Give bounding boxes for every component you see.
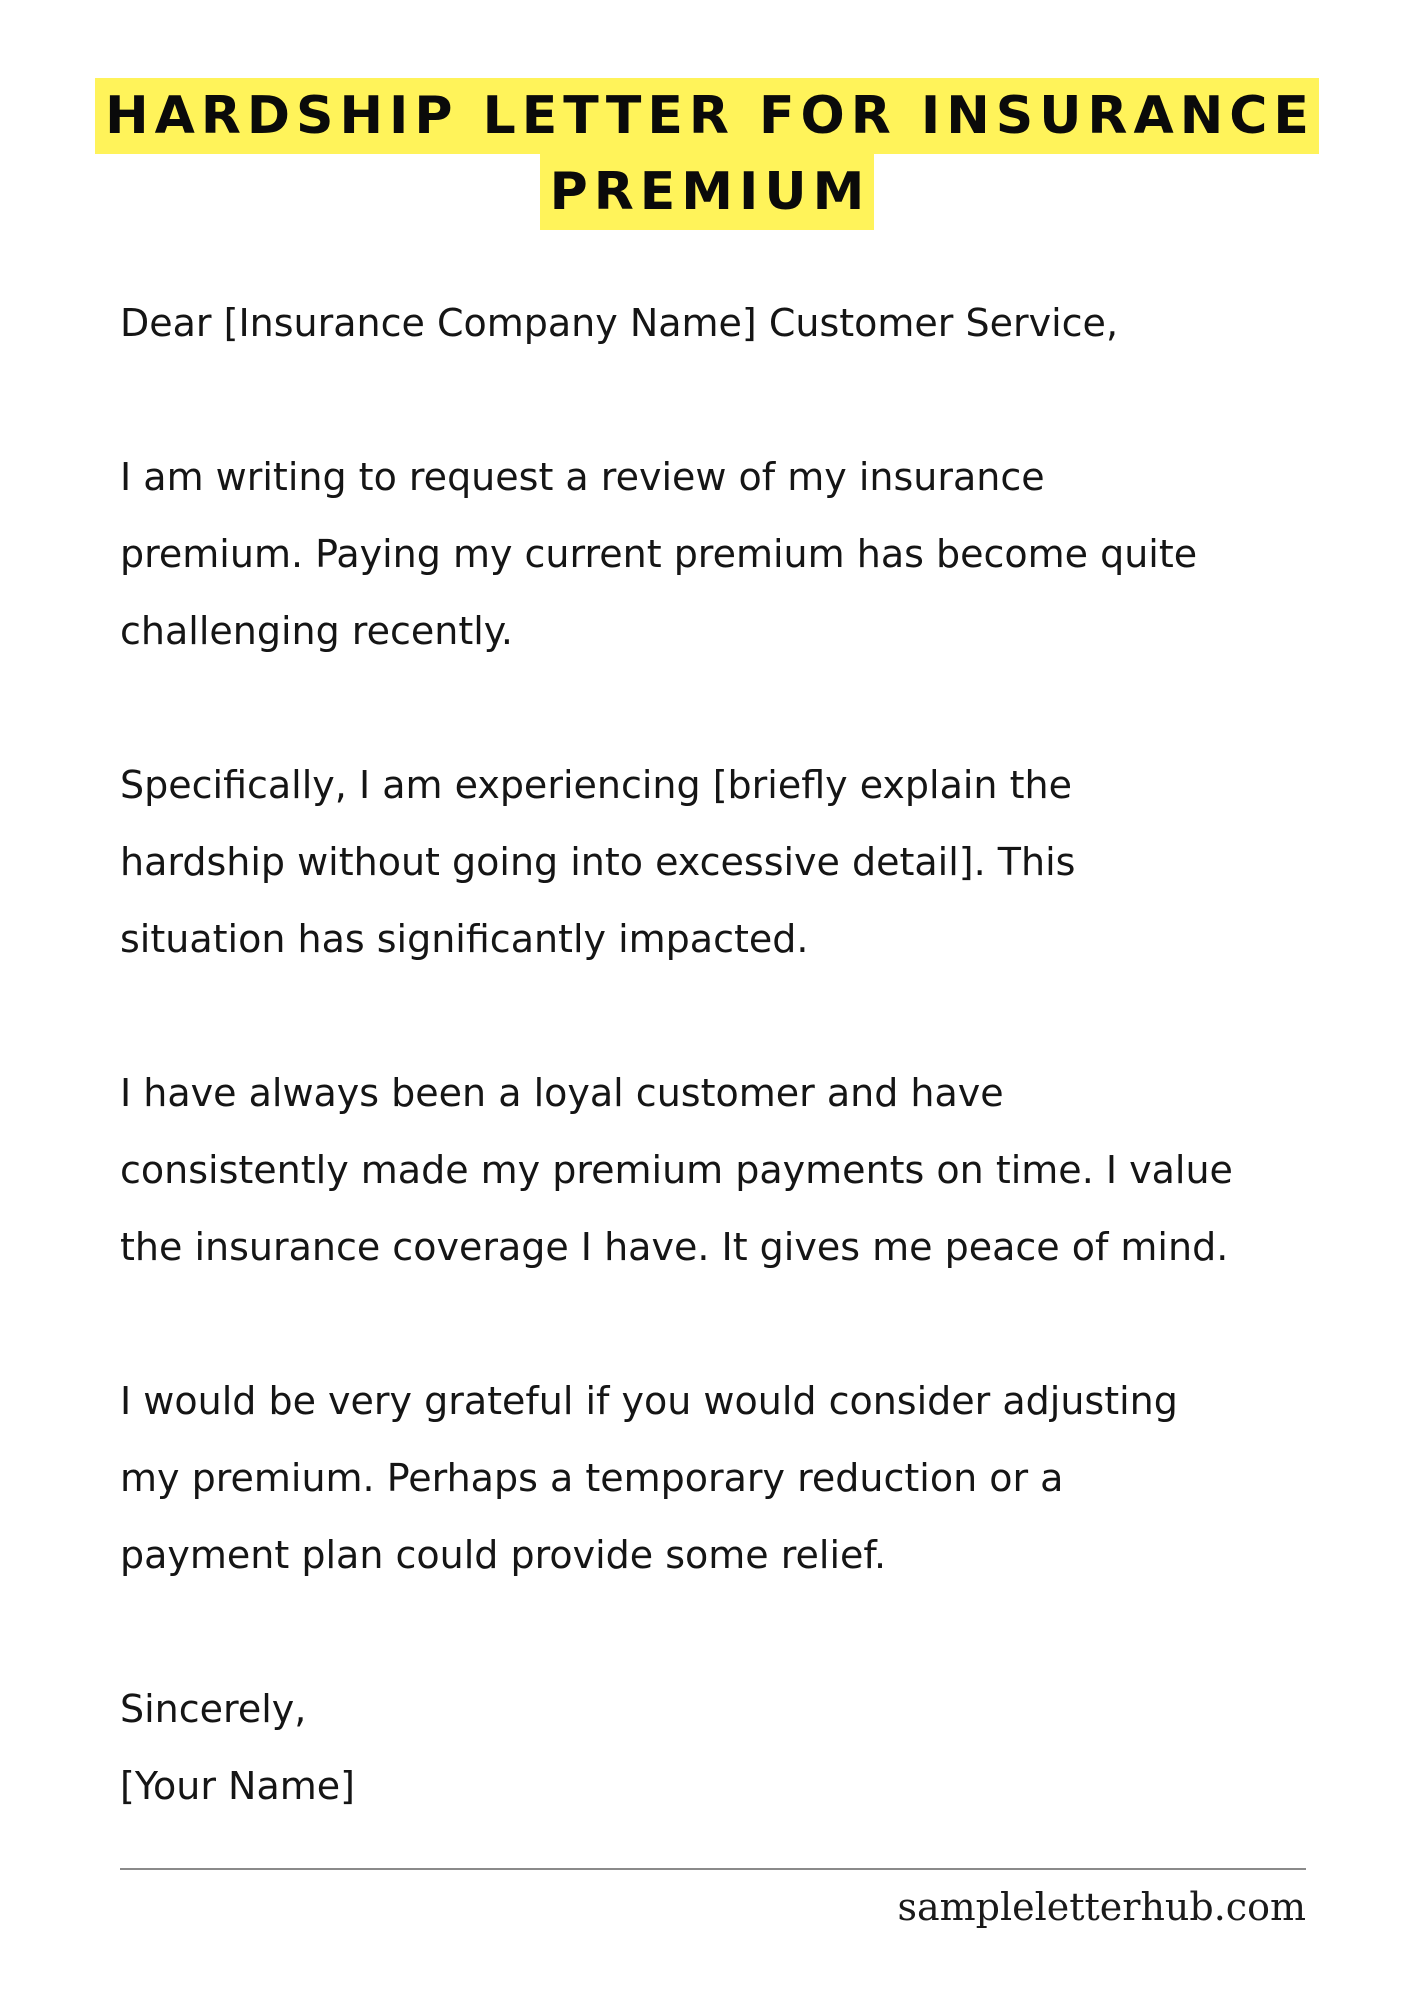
paragraph-line: I have always been a loyal customer and have xyxy=(120,1071,1004,1115)
paragraph-gap xyxy=(120,1594,1360,1671)
paragraph-line: hardship without going into excessive detail]. This xyxy=(120,840,1076,884)
paragraph-line: I would be very grateful if you would consider adjusting xyxy=(120,1379,1178,1423)
paragraph-line: challenging recently. xyxy=(120,609,513,653)
paragraph-gap xyxy=(120,978,1360,1055)
paragraph-line: my premium. Perhaps a temporary reduction or a xyxy=(120,1456,1064,1500)
paragraph-1 xyxy=(120,439,1360,670)
closing: Sincerely, xyxy=(120,1687,307,1731)
paragraph-gap xyxy=(120,1286,1360,1363)
paragraph-line: payment plan could provide some relief. xyxy=(120,1533,887,1577)
paragraph-line: situation has significantly impacted. xyxy=(120,917,809,961)
paragraph-3 xyxy=(120,1055,1360,1286)
title-line-1: HARDSHIP LETTER FOR INSURANCE xyxy=(95,78,1319,154)
paragraph-2 xyxy=(120,747,1360,978)
salutation: Dear [Insurance Company Name] Customer Service, xyxy=(120,301,1119,345)
paragraph-line: I am writing to request a review of my insurance xyxy=(120,455,1045,499)
footer-site-name: sampleletterhub.com xyxy=(897,1885,1306,1929)
title-line-2: PREMIUM xyxy=(540,154,875,230)
paragraph-gap xyxy=(120,362,1360,439)
paragraph-line: the insurance coverage I have. It gives me peace of mind. xyxy=(120,1225,1229,1269)
footer-divider xyxy=(120,1868,1306,1870)
letter-body xyxy=(120,285,1360,1825)
paragraph-line: premium. Paying my current premium has become quite xyxy=(120,532,1198,576)
signature-placeholder: [Your Name] xyxy=(120,1764,355,1808)
paragraph-line: Specifically, I am experiencing [briefly explain the xyxy=(120,763,1072,807)
paragraph-4 xyxy=(120,1363,1360,1594)
paragraph-line: consistently made my premium payments on time. I value xyxy=(120,1148,1233,1192)
paragraph-gap xyxy=(120,670,1360,747)
letter-title xyxy=(0,78,1414,230)
